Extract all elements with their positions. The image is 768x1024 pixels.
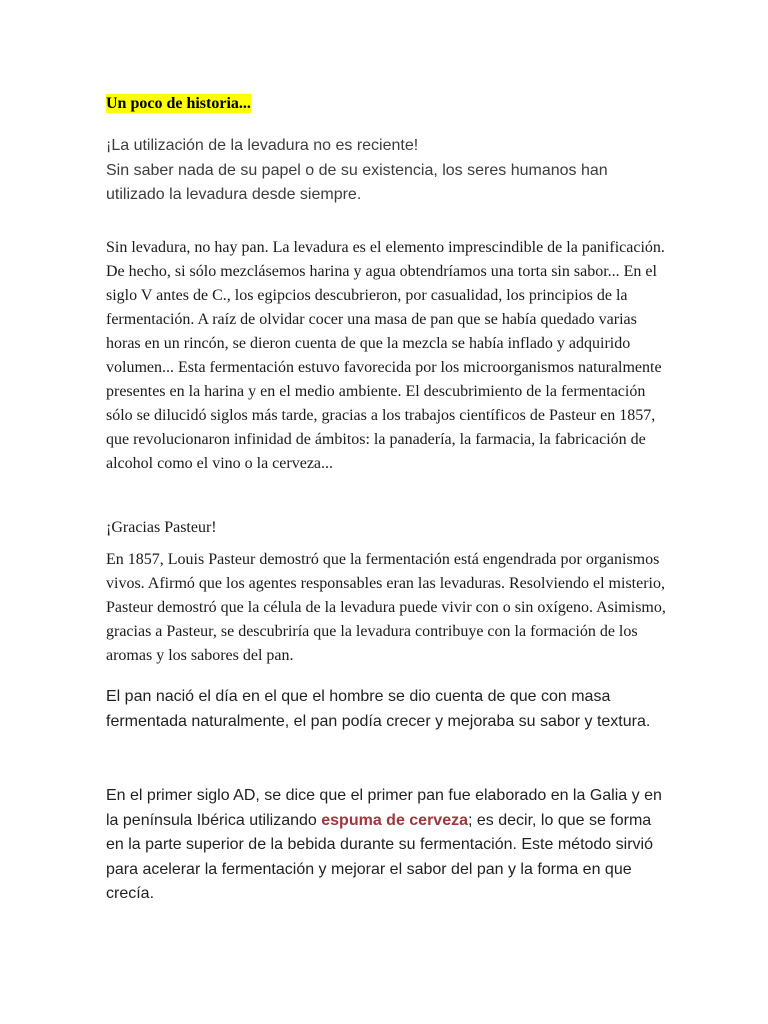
- section-heading: [106, 94, 251, 114]
- bread-origin-paragraph: [106, 685, 666, 734]
- paragraph-text: ¡Gracias Pasteur!: [106, 519, 217, 536]
- paragraph-text-start: En el primer siglo AD, se dice que el primer pan fue elaborado en la Galia y en la península Ibérica utilizando: [106, 787, 662, 829]
- paragraph-text: El pan nació el día en el que el hombre se dio cuenta de que con masa fermentada naturalmente, el pan podía crecer y mejoraba su sabor y textura.: [106, 688, 651, 730]
- paragraph-text-end: ; es decir, lo que se forma en la parte superior de la bebida durante su fermentación. Este método sirvió para acelerar la fermentación y mejorar el sabor del pan y la forma en que crecía.: [106, 811, 653, 902]
- history-paragraph: [106, 236, 671, 476]
- pasteur-paragraph: [106, 548, 671, 668]
- first-century-paragraph: [106, 784, 666, 907]
- paragraph-text: [106, 784, 666, 907]
- paragraph-text: Sin levadura, no hay pan. La levadura es el elemento imprescindible de la panificación. De hecho, si sólo mezclásemos harina y agua obtendríamos una torta sin sabor... En el siglo V antes de C., los egipcios descubrieron, por casualidad, los principios de la fermentación. A raíz de olvidar cocer una masa de pan que se había quedado varias horas en un rincón, se dieron cuenta de que la mezcla se había inflado y adquirido volumen... Esta fermentación estuvo favorecida por los microorganismos naturalmente presentes en la harina y en el medio ambiente. El descubrimiento de la fermentación sólo se dilucidó siglos más tarde, gracias a los trabajos científicos de Pasteur en 1857, que revolucionaron infinidad de ámbitos: la panadería, la farmacia, la fabricación de alcohol como el vino o la cerveza...: [106, 239, 665, 472]
- pasteur-subheading: [106, 516, 671, 540]
- intro-paragraph: [106, 134, 666, 208]
- intro-line-1: ¡La utilización de la levadura no es reciente!: [106, 137, 419, 154]
- intro-line-2: Sin saber nada de su papel o de su existencia, los seres humanos han utilizado la levadura desde siempre.: [106, 161, 608, 203]
- paragraph-text: En 1857, Louis Pasteur demostró que la fermentación está engendrada por organismos vivos. Afirmó que los agentes responsables eran las levaduras. Resolviendo el misterio, Pasteur demostró que la célula de la levadura puede vivir con o sin oxígeno. Asimismo, gracias a Pasteur, se descubriría que la levadura contribuye con la formación de los aromas y los sabores del pan.: [106, 551, 666, 664]
- espuma-de-cerveza-link[interactable]: espuma de cerveza: [321, 811, 468, 829]
- highlighted-heading-text: Un poco de historia...: [106, 95, 251, 112]
